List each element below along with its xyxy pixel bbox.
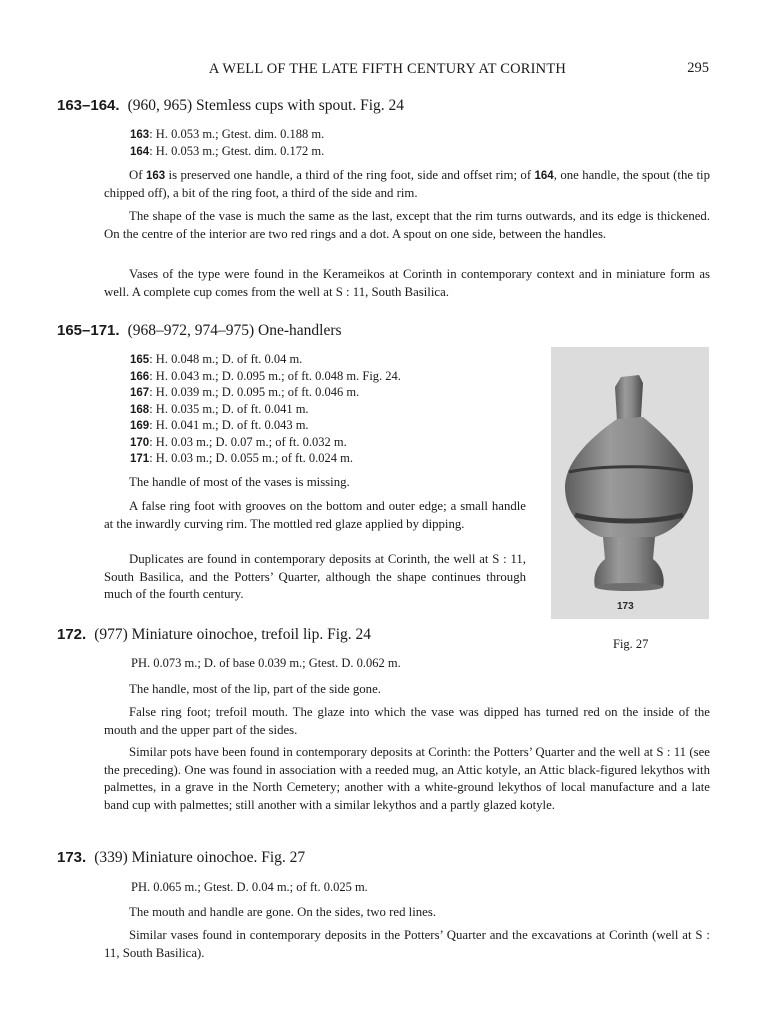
dimension-line: 170: H. 0.03 m.; D. 0.07 m.; of ft. 0.032 m. bbox=[130, 434, 347, 449]
running-head: A WELL OF THE LATE FIFTH CENTURY AT CORINTH bbox=[208, 61, 567, 77]
photo-label: 173 bbox=[617, 601, 634, 612]
entry-heading-163-164 bbox=[57, 97, 404, 115]
dimension-line: 163: H. 0.053 m.; Gtest. dim. 0.188 m. bbox=[130, 127, 325, 141]
entry-heading-172 bbox=[57, 626, 371, 644]
paragraph: A false ring foot with grooves on the bottom and outer edge; a small handle at the inwardly curving rim. The mottled red glaze applied by dipping. bbox=[104, 499, 526, 531]
paragraph: Similar pots have been found in contemporary deposits at Corinth: the Potters’ Quarter and the well at S : 11 (see the preceding). One was found in association with a reeded mug, an Attic kotyle, an Attic black-figured lekythos with palmettes, in a grave in the North Cemetery; another with a white-ground lekythos of local manufacture and a late band cup with palmettes; still another with a similar lekythos and a partly glazed kotyle. bbox=[104, 745, 710, 812]
dimension-line: 165: H. 0.048 m.; D. of ft. 0.04 m. bbox=[130, 352, 303, 366]
dimension-line: PH. 0.065 m.; Gtest. D. 0.04 m.; of ft. 0.025 m. bbox=[131, 880, 368, 894]
paragraph: Duplicates are found in contemporary deposits at Corinth, the well at S : 11, South Basilica, and the Potters’ Quarter, although the shape continues through much of the fourth century. bbox=[104, 552, 526, 601]
paragraph: The handle, most of the lip, part of the side gone. bbox=[129, 682, 381, 696]
paragraph: The handle of most of the vases is missing. bbox=[129, 475, 350, 489]
vase-photograph bbox=[551, 347, 709, 619]
dimension-line: 168: H. 0.035 m.; D. of ft. 0.041 m. bbox=[130, 401, 309, 416]
entry-title: (339) Miniature oinochoe. Fig. 27 bbox=[94, 849, 306, 866]
entry-title: (960, 965) Stemless cups with spout. Fig. 24 bbox=[127, 97, 404, 114]
paragraph: The shape of the vase is much the same as the last, except that the rim turns outwards, and its edge is thickened. On the centre of the interior are two red rings and a dot. A spout on one side, between the handles. bbox=[104, 209, 710, 241]
paragraph: False ring foot; trefoil mouth. The glaze into which the vase was dipped has turned red on the inside of the mouth and the upper part of the sides. bbox=[104, 705, 710, 737]
dimension-line: 169: H. 0.041 m.; D. of ft. 0.043 m. bbox=[130, 418, 309, 432]
dimension-line: 167: H. 0.039 m.; D. 0.095 m.; of ft. 0.046 m. bbox=[130, 385, 360, 399]
entry-number: 163–164. bbox=[57, 97, 120, 114]
entry-title: (977) Miniature oinochoe, trefoil lip. Fig. 24 bbox=[94, 626, 372, 643]
dimensions-list bbox=[130, 352, 401, 468]
entry-heading-173 bbox=[57, 849, 305, 867]
page-number: 295 bbox=[687, 60, 709, 76]
dimension-line: 171: H. 0.03 m.; D. 0.055 m.; of ft. 0.024 m. bbox=[130, 451, 354, 465]
entry-number: 165–171. bbox=[57, 322, 120, 339]
entry-title: (968–972, 974–975) One-handlers bbox=[127, 322, 342, 339]
figure-caption: Fig. 27 bbox=[613, 637, 649, 651]
paragraph: Similar vases found in contemporary deposits in the Potters’ Quarter and the excavations at Corinth (well at S : 11, South Basilica). bbox=[104, 928, 710, 960]
entry-heading-165-171 bbox=[57, 322, 342, 340]
dimension-line: 164: H. 0.053 m.; Gtest. dim. 0.172 m. bbox=[130, 143, 325, 158]
dimension-line: 166: H. 0.043 m.; D. 0.095 m.; of ft. 0.048 m. Fig. 24. bbox=[130, 368, 401, 383]
paragraph: The mouth and handle are gone. On the sides, two red lines. bbox=[129, 905, 437, 919]
dimensions-list bbox=[130, 127, 324, 160]
entry-number: 173. bbox=[57, 849, 87, 866]
paragraph: Of 163 is preserved one handle, a third of the ring foot, side and offset rim; of 164, one handle, the spout (the tip chipped off), a bit of the ring foot, a third of the side and rim. bbox=[104, 168, 710, 200]
entry-number: 172. bbox=[57, 626, 87, 643]
dimension-line: PH. 0.073 m.; D. of base 0.039 m.; Gtest. D. 0.062 m. bbox=[131, 656, 401, 670]
paragraph: Vases of the type were found in the Kerameikos at Corinth in contemporary context and in miniature form as well. A complete cup comes from the well at S : 11, South Basilica. bbox=[104, 267, 710, 299]
